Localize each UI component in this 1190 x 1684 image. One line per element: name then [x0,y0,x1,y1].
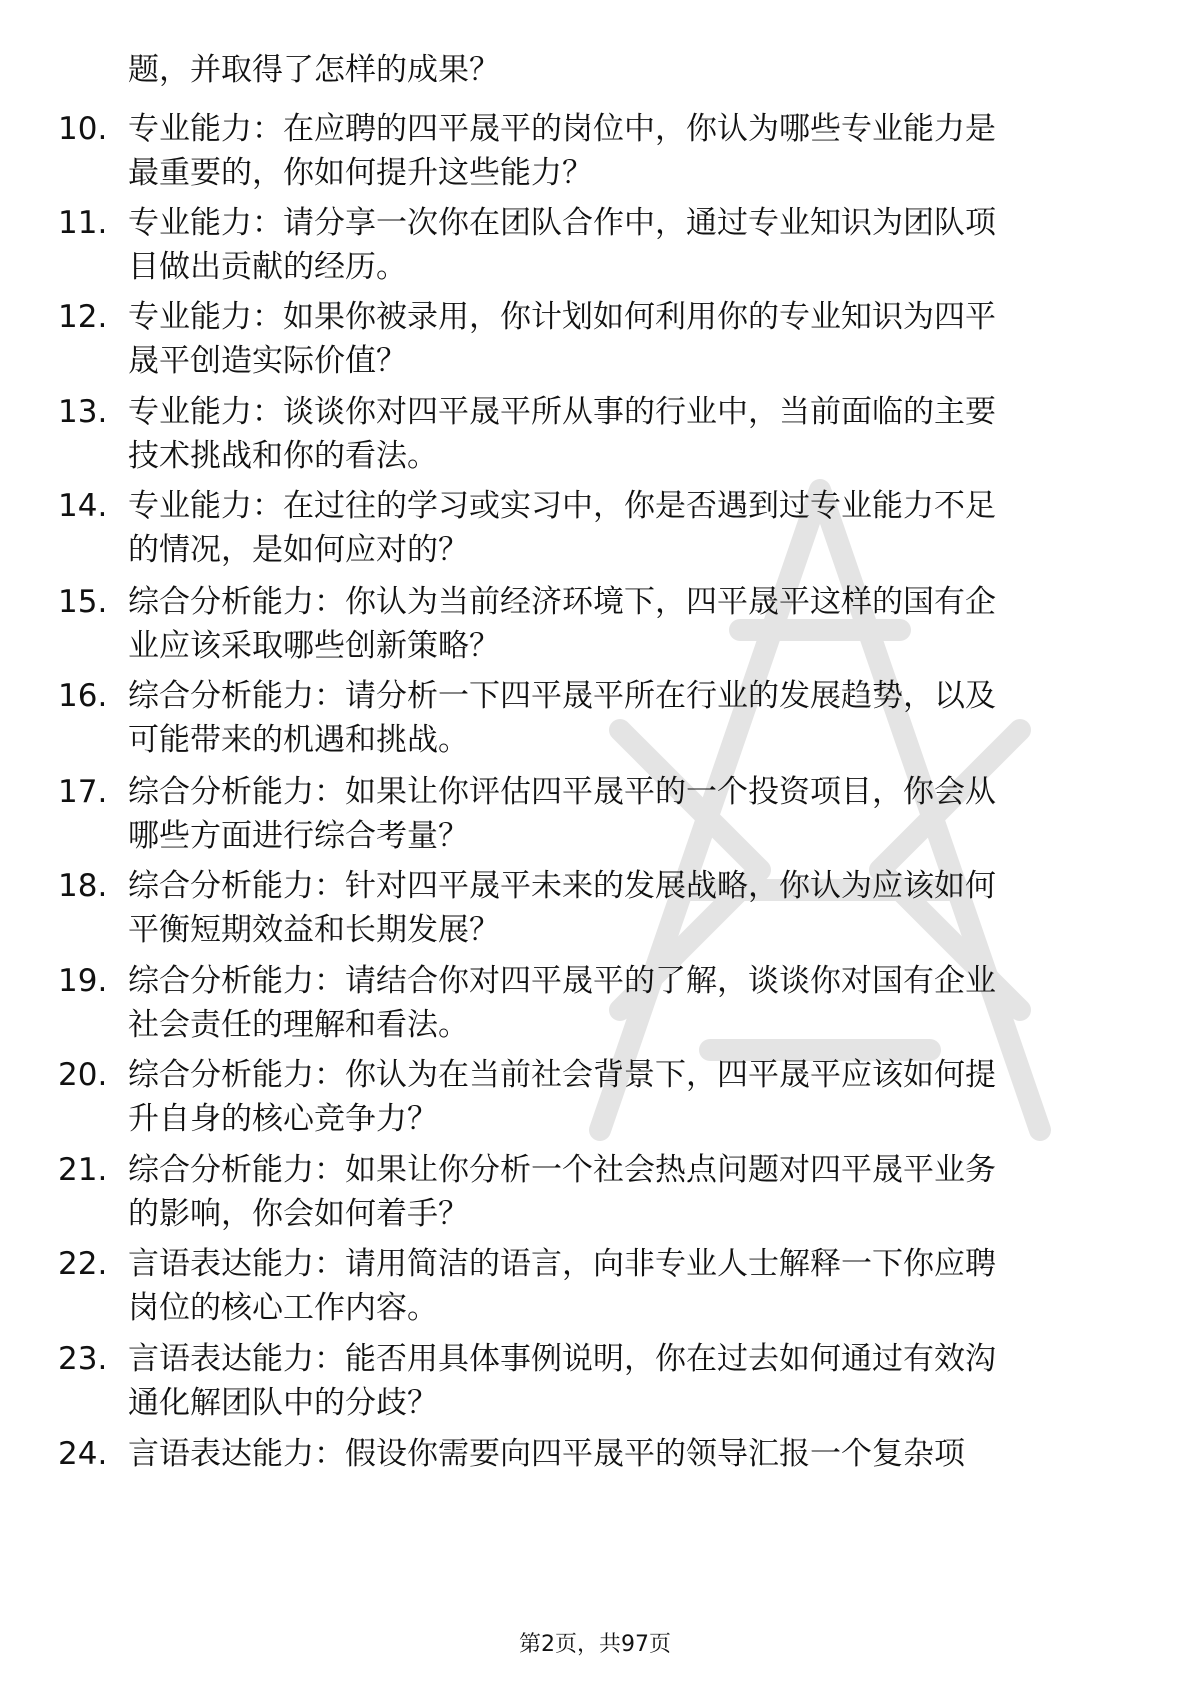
list-item-number: 11. [58,205,108,241]
list-item-line: 专业能力：在过往的学习或实习中，你是否遇到过专业能力不足 [128,488,996,524]
list-item-number: 19. [58,963,108,999]
list-item-line: 技术挑战和你的看法。 [128,438,438,474]
list-item-line: 综合分析能力：你认为在当前社会背景下，四平晟平应该如何提 [128,1057,996,1093]
list-item-number: 13. [58,394,108,430]
list-item-line: 专业能力：请分享一次你在团队合作中，通过专业知识为团队项 [128,205,996,241]
list-item-line: 专业能力：谈谈你对四平晟平所从事的行业中，当前面临的主要 [128,394,996,430]
list-item-number: 21. [58,1152,108,1188]
list-item-number: 12. [58,299,108,335]
list-item-line: 可能带来的机遇和挑战。 [128,722,469,758]
list-item-text [128,864,1148,952]
list-item-line: 言语表达能力：假设你需要向四平晟平的领导汇报一个复杂项 [128,1436,965,1472]
list-item-line: 言语表达能力：能否用具体事例说明，你在过去如何通过有效沟 [128,1341,996,1377]
list-item-number: 17. [58,774,108,810]
list-item-number: 10. [58,111,108,147]
list-item-line: 言语表达能力：请用简洁的语言，向非专业人士解释一下你应聘 [128,1246,996,1282]
list-item-line: 综合分析能力：请结合你对四平晟平的了解，谈谈你对国有企业 [128,963,996,999]
list-item-line: 综合分析能力：请分析一下四平晟平所在行业的发展趋势，以及 [128,678,996,714]
list-item-text [128,1148,1148,1236]
list-item-line: 专业能力：在应聘的四平晟平的岗位中，你认为哪些专业能力是 [128,111,996,147]
list-item-number: 16. [58,678,108,714]
list-item-number: 18. [58,868,108,904]
list-item-line: 专业能力：如果你被录用，你计划如何利用你的专业知识为四平 [128,299,996,335]
list-item-text [128,770,1148,858]
list-item-text [128,107,1148,195]
list-item-number: 15. [58,584,108,620]
list-item-line: 社会责任的理解和看法。 [128,1007,469,1043]
list-item-text [128,1053,1148,1141]
list-item-text [128,580,1148,668]
list-item-text [128,674,1148,762]
list-item-number: 20. [58,1057,108,1093]
list-item-line: 综合分析能力：如果让你评估四平晟平的一个投资项目，你会从 [128,774,996,810]
list-item-number: 24. [58,1436,108,1472]
list-item-line: 综合分析能力：如果让你分析一个社会热点问题对四平晟平业务 [128,1152,996,1188]
list-item-number: 22. [58,1246,108,1282]
list-item-text [128,295,1148,383]
list-item-line: 的情况，是如何应对的？ [128,532,469,568]
continued-question-line: 题，并取得了怎样的成果？ [128,52,500,88]
list-item-text [128,959,1148,1047]
list-item-line: 通化解团队中的分歧？ [128,1385,438,1421]
list-item-number: 14. [58,488,108,524]
list-item-line: 升自身的核心竞争力？ [128,1101,438,1137]
page-footer: 第2页，共97页 [519,1632,671,1657]
list-item-line: 岗位的核心工作内容。 [128,1290,438,1326]
list-item-line: 的影响，你会如何着手？ [128,1196,469,1232]
list-item-line: 平衡短期效益和长期发展？ [128,912,500,948]
list-item-line: 综合分析能力：你认为当前经济环境下，四平晟平这样的国有企 [128,584,996,620]
list-item-text [128,1432,1148,1476]
list-item-line: 晟平创造实际价值？ [128,343,407,379]
list-item-text [128,390,1148,478]
list-item-number: 23. [58,1341,108,1377]
list-item-line: 目做出贡献的经历。 [128,249,407,285]
list-item-text [128,201,1148,289]
list-item-text [128,484,1148,572]
list-item-line: 综合分析能力：针对四平晟平未来的发展战略，你认为应该如何 [128,868,996,904]
list-item-text [128,1337,1148,1425]
list-item-line: 哪些方面进行综合考量？ [128,818,469,854]
list-item-line: 最重要的，你如何提升这些能力？ [128,155,593,191]
list-item-line: 业应该采取哪些创新策略？ [128,628,500,664]
list-item-text [128,1242,1148,1330]
